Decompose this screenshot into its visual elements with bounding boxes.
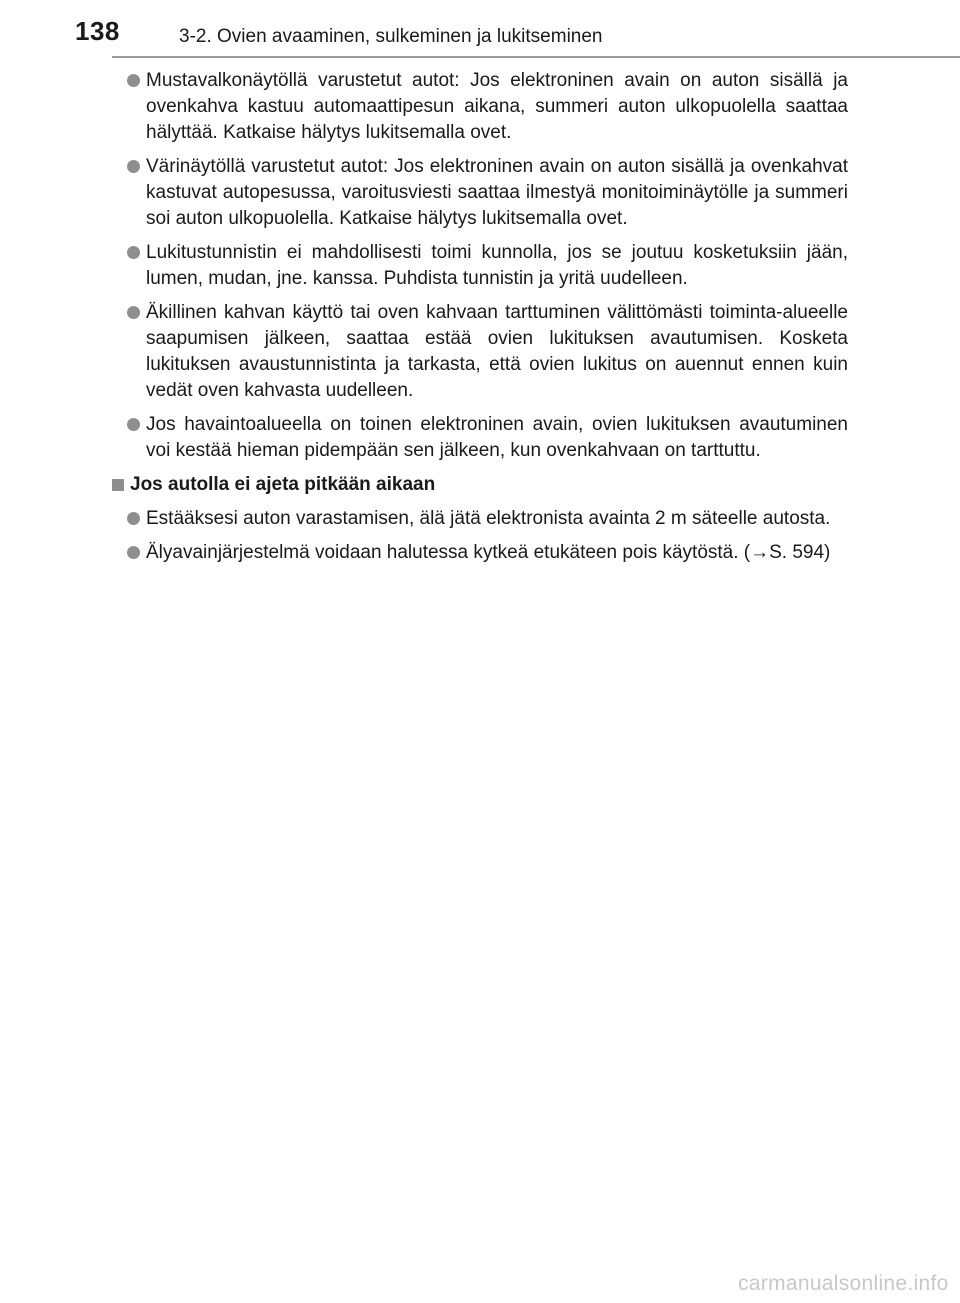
- list-item-text: Äkillinen kahvan käyttö tai oven kahvaan tarttuminen välittömästi toiminta-alueelle saapumisen jälkeen, saattaa estää ovien lukituksen avautumisen. Kosketa lukituksen avaustunnistinta ja tarkasta, että ovien lukitus on auennut ennen kuin vedät oven kahvasta uudelleen.: [146, 302, 848, 401]
- header-divider: [112, 56, 960, 58]
- list-item: [112, 412, 848, 464]
- section-title: 3-2. Ovien avaaminen, sulkeminen ja lukitseminen: [179, 26, 603, 47]
- list-item-text: Estääksesi auton varastamisen, älä jätä elektronista avainta 2 m säteelle autosta.: [146, 508, 831, 529]
- list-item-text: Jos havaintoalueella on toinen elektroninen avain, ovien lukituksen avautuminen voi kestää hieman pidempään sen jälkeen, kun ovenkahvaan on tarttuttu.: [146, 414, 848, 461]
- subsection-title: Jos autolla ei ajeta pitkään aikaan: [130, 474, 436, 495]
- list-item-text: Mustavalkonäytöllä varustetut autot: Jos elektroninen avain on auton sisällä ja ovenkahva kastuu automaattipesun aikana, summeri auton ulkopuolella saattaa hälyttää. Katkaise hälytys lukitsemalla ovet.: [146, 70, 848, 143]
- list-item: [112, 154, 848, 232]
- bullet-icon: [127, 418, 140, 431]
- bullet-icon: [127, 512, 140, 525]
- page-header: [0, 0, 960, 58]
- bullet-icon: [127, 546, 140, 559]
- bullet-icon: [127, 160, 140, 173]
- page-number: 138: [75, 16, 120, 46]
- bullet-icon: [127, 246, 140, 259]
- watermark: carmanualsonline.info: [738, 1272, 949, 1295]
- list-item: [112, 506, 848, 532]
- list-item: [112, 240, 848, 292]
- bullet-icon: [127, 74, 140, 87]
- list-item: [112, 300, 848, 404]
- list-item-text: Älyavainjärjestelmä voidaan halutessa kytkeä etukäteen pois käytöstä. (→S. 594): [146, 542, 831, 563]
- main-content: [112, 68, 848, 574]
- square-bullet-icon: [112, 479, 124, 491]
- list-item: [112, 68, 848, 146]
- bullet-icon: [127, 306, 140, 319]
- list-item-text: Värinäytöllä varustetut autot: Jos elektroninen avain on auton sisällä ja ovenkahvat kastuvat autopesussa, varoitusviesti saattaa ilmestyä monitoiminäytölle ja summeri soi auton ulkopuolella. Katkaise hälytys lukitsemalla ovet.: [146, 156, 848, 229]
- subsection-heading: [112, 472, 848, 498]
- list-item-text: Lukitustunnistin ei mahdollisesti toimi kunnolla, jos se joutuu kosketuksiin jään, lumen, mudan, jne. kanssa. Puhdista tunnistin ja yritä uudelleen.: [146, 242, 848, 289]
- list-item: [112, 540, 848, 566]
